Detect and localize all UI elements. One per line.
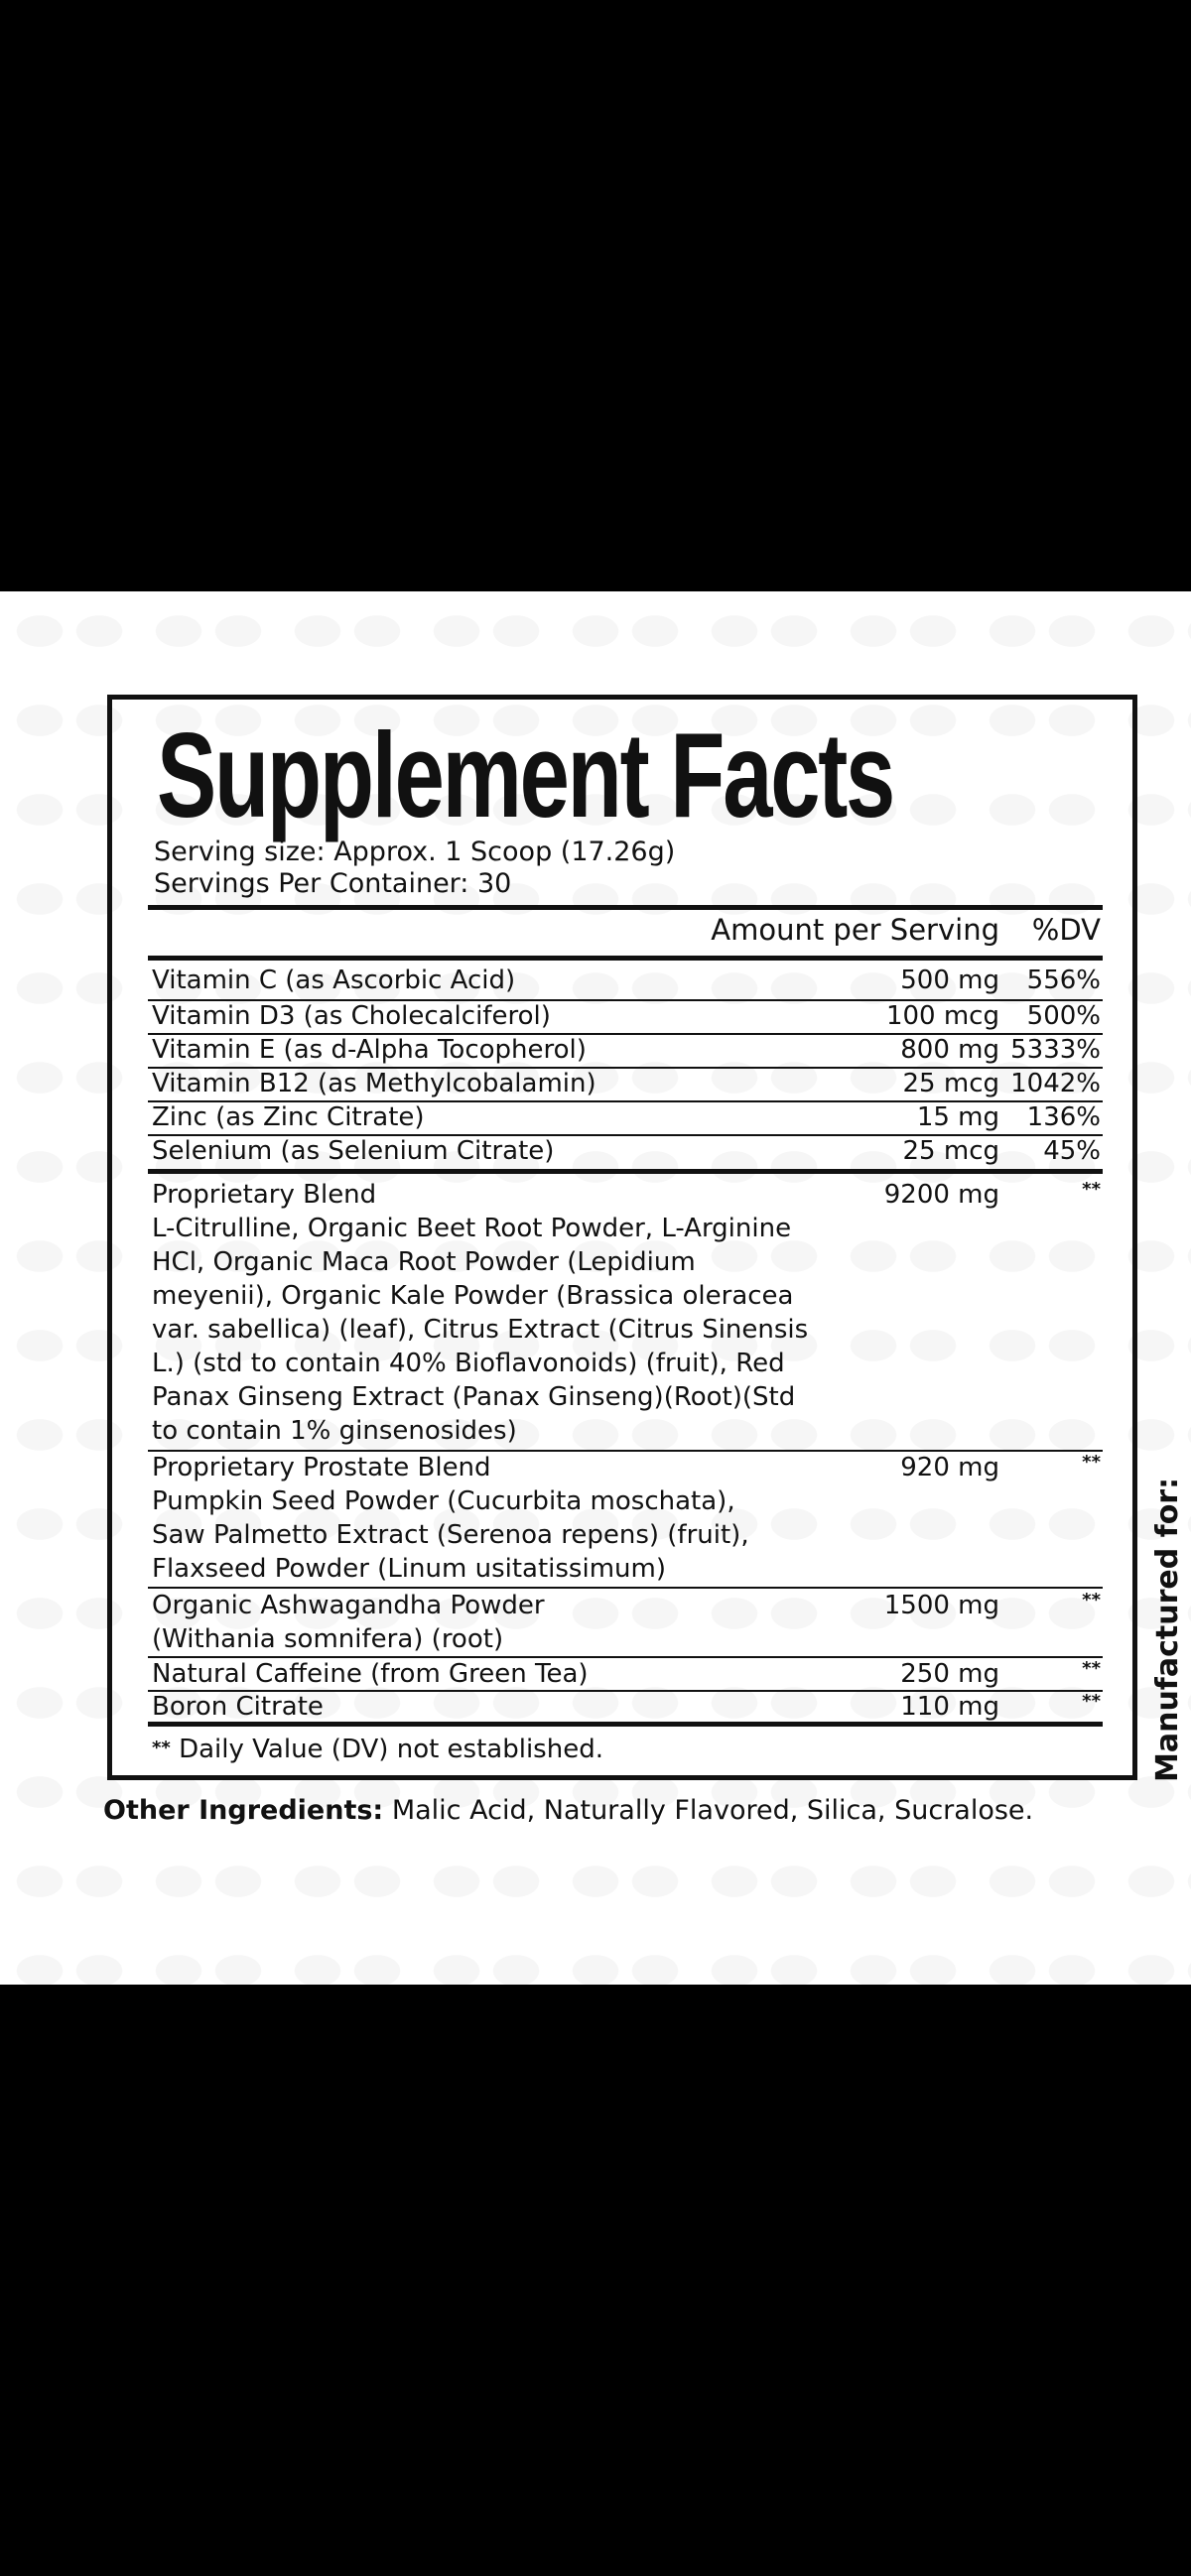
ingredient-dv: ** — [1082, 1691, 1101, 1712]
nutrient-amount: 15 mg — [916, 1102, 999, 1132]
divider — [148, 956, 1103, 961]
nutrient-name: Vitamin C (as Ascorbic Acid) — [152, 966, 516, 995]
blend-description-line: L-Citrulline, Organic Beet Root Powder, L-Arginine — [152, 1214, 792, 1243]
ingredient-name: Boron Citrate — [152, 1692, 324, 1722]
blend-amount: 9200 mg — [883, 1180, 999, 1210]
nutrient-dv: 556% — [1026, 966, 1101, 995]
blend-description-line: Panax Ginseng Extract (Panax Ginseng)(Root)(Std — [152, 1382, 796, 1412]
supplement-facts-box — [107, 695, 1137, 1780]
other-ingredients-text: Malic Acid, Naturally Flavored, Silica, Sucralose. — [391, 1795, 1034, 1826]
blend-description-line: to contain 1% ginsenosides) — [152, 1416, 517, 1446]
ingredient-description-line: (Withania somnifera) (root) — [152, 1624, 504, 1654]
ingredient-description — [152, 1622, 906, 1656]
nutrient-dv: 136% — [1026, 1102, 1101, 1132]
blend-description-line: HCl, Organic Maca Root Powder (Lepidium — [152, 1247, 696, 1277]
manufactured-for-text: Manufactured for: — [1150, 1477, 1185, 1782]
dv-header: %DV — [1031, 913, 1101, 947]
ingredient-name: Natural Caffeine (from Green Tea) — [152, 1659, 589, 1689]
blend-description-line: var. sabellica) (leaf), Citrus Extract (Citrus Sinensis — [152, 1315, 809, 1345]
supplement-facts-title: Supplement Facts — [157, 708, 894, 842]
nutrient-name: Zinc (as Zinc Citrate) — [152, 1102, 425, 1132]
nutrient-dv: 5333% — [1010, 1035, 1101, 1065]
footnote-text: Daily Value (DV) not established. — [179, 1735, 603, 1764]
nutrient-amount: 25 mcg — [902, 1069, 999, 1098]
blend-name: Proprietary Prostate Blend — [152, 1453, 491, 1482]
nutrient-amount: 100 mcg — [885, 1001, 999, 1031]
nutrient-name: Vitamin D3 (as Cholecalciferol) — [152, 1001, 551, 1031]
blend-description-line: Flaxseed Powder (Linum usitatissimum) — [152, 1554, 666, 1584]
nutrient-dv: 500% — [1026, 1001, 1101, 1031]
ingredient-dv: ** — [1082, 1658, 1101, 1679]
nutrient-dv: 1042% — [1010, 1069, 1101, 1098]
daily-value-footnote — [152, 1732, 603, 1766]
servings-per-container: Servings Per Container: 30 — [154, 868, 512, 899]
nutrient-amount: 500 mg — [900, 966, 999, 995]
blend-amount: 920 mg — [900, 1453, 999, 1482]
blend-dv: ** — [1082, 1452, 1101, 1473]
blend-description-line: Pumpkin Seed Powder (Cucurbita moschata), — [152, 1486, 735, 1516]
other-ingredients — [103, 1794, 1033, 1828]
divider — [148, 1722, 1103, 1727]
blend-name: Proprietary Blend — [152, 1180, 377, 1210]
nutrient-amount: 25 mcg — [902, 1136, 999, 1166]
blend-description-line: Saw Palmetto Extract (Serenoa repens) (fruit), — [152, 1520, 749, 1550]
ingredient-name: Organic Ashwagandha Powder — [152, 1591, 545, 1620]
serving-size: Serving size: Approx. 1 Scoop (17.26g) — [154, 837, 676, 867]
ingredient-amount: 110 mg — [900, 1692, 999, 1722]
blend-description — [152, 1212, 906, 1448]
label-panel — [0, 591, 1191, 1985]
footnote-stars: ** — [152, 1738, 171, 1758]
divider — [148, 1169, 1103, 1174]
blend-description-line: L.) (std to contain 40% Bioflavonoids) (fruit), Red — [152, 1349, 785, 1378]
blend-description — [152, 1484, 906, 1586]
blend-description-line: meyenii), Organic Kale Powder (Brassica oleracea — [152, 1281, 794, 1311]
nutrient-name: Vitamin B12 (as Methylcobalamin) — [152, 1069, 596, 1098]
ingredient-amount: 250 mg — [900, 1659, 999, 1689]
ingredient-dv: ** — [1082, 1590, 1101, 1610]
amount-header: Amount per Serving — [711, 913, 999, 947]
table-header — [148, 910, 1103, 950]
nutrient-name: Vitamin E (as d-Alpha Tocopherol) — [152, 1035, 587, 1065]
blend-dv: ** — [1082, 1179, 1101, 1200]
nutrient-amount: 800 mg — [900, 1035, 999, 1065]
other-ingredients-label: Other Ingredients: — [103, 1795, 384, 1826]
nutrient-dv: 45% — [1043, 1136, 1101, 1166]
nutrient-name: Selenium (as Selenium Citrate) — [152, 1136, 555, 1166]
ingredient-amount: 1500 mg — [883, 1591, 999, 1620]
